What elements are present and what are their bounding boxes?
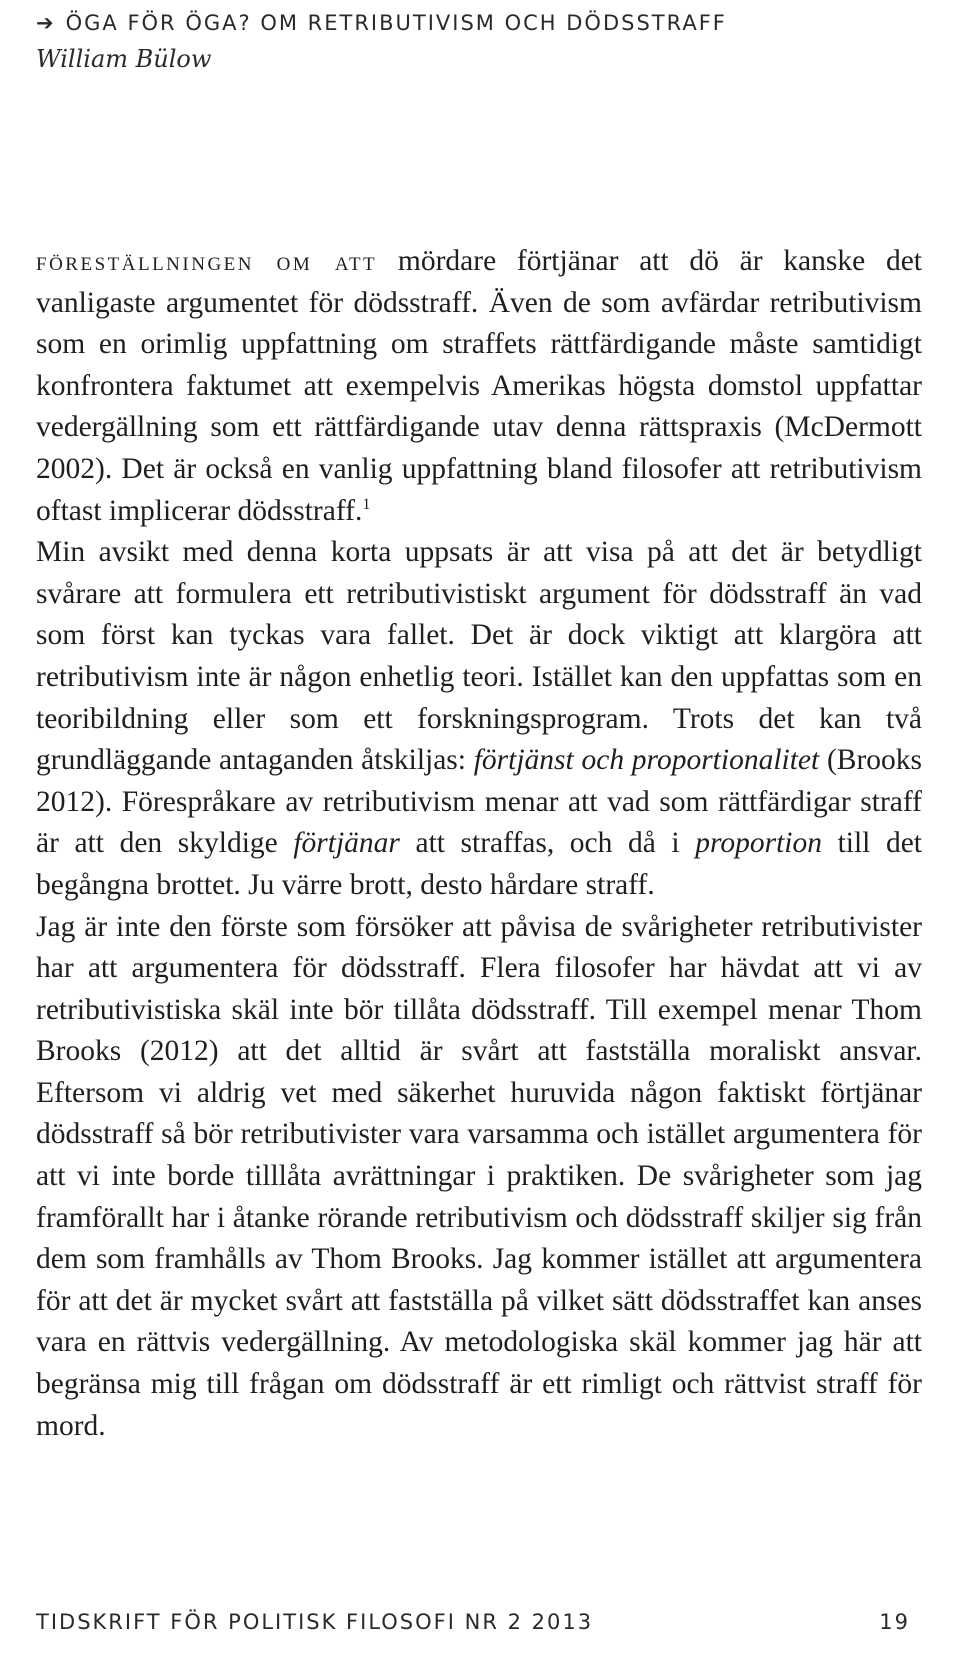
- running-header: [36, 6, 916, 76]
- paragraph-2-text-c: att straffas, och då i: [399, 827, 696, 860]
- arrow-right-icon: ➔: [36, 11, 56, 35]
- running-footer: [36, 1610, 910, 1634]
- section-title: ÖGA FÖR ÖGA? OM RETRIBUTIVISM OCH DÖDSSTRAFF: [65, 11, 727, 35]
- emphasis-fortjanst-proportionalitet: förtjänst och proportionalitet: [473, 744, 820, 777]
- section-title-line: [36, 6, 916, 40]
- paragraph-1-text: mördare förtjänar att dö är kanske det vanligaste argumentet för dödsstraff. Även de som avfärdar retributivism som en orimlig uppfattning om straffets rättfärdigande måste samtidigt konfrontera faktumet att exempelvis Amerikas högsta domstol uppfattar vedergällning som ett rättfärdigande utav denna rättspraxis (McDermott 2002). Det är också en vanlig uppfattning bland filosofer att retributivism oftast implicerar dödsstraff.: [36, 245, 922, 527]
- paragraph-3: Jag är inte den förste som försöker att påvisa de svårigheter retributivister har att argumentera för dödsstraff. Flera filosofer har hävdat att vi av retributivistiska skäl inte bör tillåta dödsstraff. Till exempel menar Thom Brooks (2012) att det alltid är svårt att fastställa moraliskt ansvar. Eftersom vi aldrig vet med säkerhet huruvida någon faktiskt förtjänar dödsstraff så bör retributivister vara varsamma och istället argumentera för att vi inte borde tilllåta avrättningar i praktiken. De svårigheter som jag framförallt har i åtanke rörande retributivism och dödsstraff skiljer sig från dem som framhålls av Thom Brooks. Jag kommer istället att argumentera för att det är mycket svårt att fastställa på vilket sätt dödsstraffet kan anses vara en rättvis vedergällning. Av metodologiska skäl kommer jag här att begränsa mig till frågan om dödsstraff är ett rimligt och rättvist straff för mord.: [36, 910, 922, 1442]
- journal-name: TIDSKRIFT FÖR POLITISK FILOSOFI NR 2 2013: [36, 1610, 594, 1634]
- paragraph-2-text-a: Min avsikt med denna korta uppsats är att visa på att det är betydligt svårare att formulera ett retributivistiskt argument för dödsstraff än vad som först kan tyckas vara fallet. Det är dock viktigt att klargöra att retributivism inte är någon enhetlig teori. Istället kan den uppfattas som en teoribildning eller som ett forskningsprogram. Trots det kan två grundläggande antaganden åtskiljas:: [36, 536, 922, 777]
- emphasis-proportion: proportion: [695, 827, 822, 860]
- author-name: William Bülow: [36, 45, 212, 73]
- emphasis-fortjanar: förtjänar: [293, 827, 400, 860]
- paragraph-2-text-b: (Brooks 2012). Förespråkare av retributivism menar att vad som rättfärdigar straff är att den skyldige: [36, 744, 922, 860]
- footnote-marker[interactable]: 1: [362, 495, 371, 513]
- paragraph-2-text-d: till det begångna brottet. Ju värre brott, desto hårdare straff.: [36, 827, 922, 901]
- paragraph-1: [36, 241, 922, 532]
- article-body: [36, 241, 922, 1447]
- lead-in-smallcaps: föreställningen om att: [36, 246, 378, 276]
- page-number: 19: [879, 1610, 910, 1634]
- paragraph-2: [36, 532, 922, 906]
